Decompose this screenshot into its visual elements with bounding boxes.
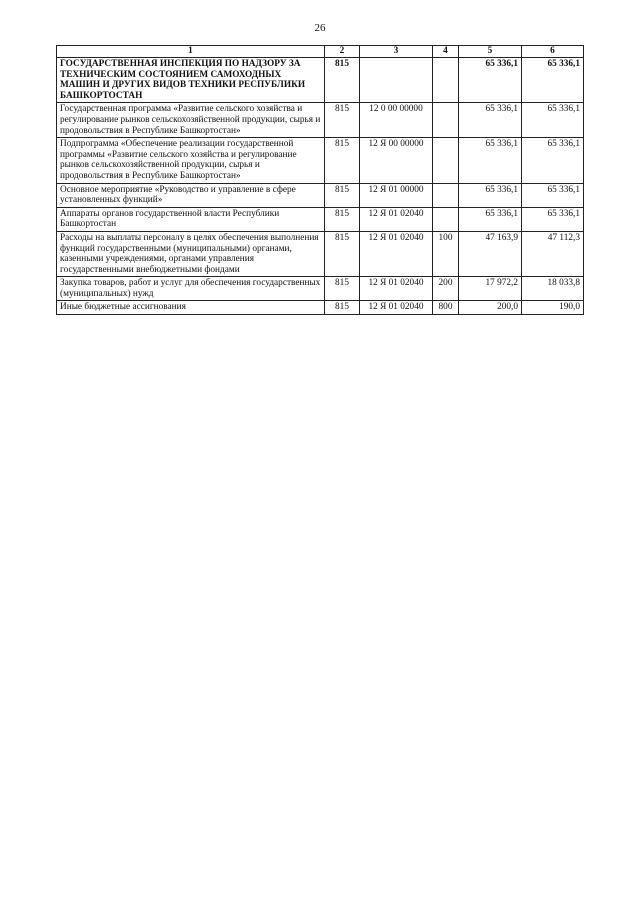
header-col-1: 1 bbox=[57, 46, 325, 58]
header-col-4: 4 bbox=[433, 46, 459, 58]
row-expense-type-cell: 800 bbox=[433, 301, 459, 315]
row-expense-type-cell bbox=[433, 58, 459, 103]
header-col-2: 2 bbox=[325, 46, 360, 58]
row-target-article-cell: 12 0 00 00000 bbox=[360, 103, 433, 138]
row-amount-col5-cell: 200,0 bbox=[459, 301, 522, 315]
row-target-article-cell: 12 Я 01 02040 bbox=[360, 277, 433, 301]
table-row bbox=[57, 277, 584, 301]
row-target-article-cell: 12 Я 01 02040 bbox=[360, 231, 433, 276]
header-col-3: 3 bbox=[360, 46, 433, 58]
table-header bbox=[57, 46, 584, 58]
row-admin-code-cell: 815 bbox=[325, 103, 360, 138]
row-name-cell: Закупка товаров, работ и услуг для обеспечения государственных (муниципальных) нужд bbox=[57, 277, 325, 301]
row-expense-type-cell: 100 bbox=[433, 231, 459, 276]
table-body bbox=[57, 58, 584, 315]
row-expense-type-cell: 200 bbox=[433, 277, 459, 301]
table-row bbox=[57, 207, 584, 231]
row-amount-col5-cell: 65 336,1 bbox=[459, 183, 522, 207]
row-name-cell: Подпрограмма «Обеспечение реализации государственной программы «Развитие сельского хозяйства и регулирование рынков сельскохозяйственной продукции, сырья и продовольствия в Республике Башкортостан» bbox=[57, 138, 325, 183]
row-amount-col5-cell: 65 336,1 bbox=[459, 58, 522, 103]
row-name-cell: Расходы на выплаты персоналу в целях обеспечения выполнения функций государственными (муниципальными) органами, казенными учреждениями, органами управления государственными внебюджетными фондами bbox=[57, 231, 325, 276]
page-number: 26 bbox=[314, 22, 326, 34]
table-row bbox=[57, 183, 584, 207]
row-target-article-cell: 12 Я 01 02040 bbox=[360, 207, 433, 231]
header-col-6: 6 bbox=[522, 46, 584, 58]
row-expense-type-cell bbox=[433, 103, 459, 138]
row-amount-col6-cell: 190,0 bbox=[522, 301, 584, 315]
row-admin-code-cell: 815 bbox=[325, 58, 360, 103]
row-target-article-cell: 12 Я 01 02040 bbox=[360, 301, 433, 315]
row-name-cell: Иные бюджетные ассигнования bbox=[57, 301, 325, 315]
table-row bbox=[57, 103, 584, 138]
row-admin-code-cell: 815 bbox=[325, 277, 360, 301]
table-row bbox=[57, 301, 584, 315]
row-target-article-cell: 12 Я 01 00000 bbox=[360, 183, 433, 207]
row-target-article-cell bbox=[360, 58, 433, 103]
row-expense-type-cell bbox=[433, 183, 459, 207]
budget-table bbox=[56, 45, 584, 315]
row-admin-code-cell: 815 bbox=[325, 301, 360, 315]
table-row bbox=[57, 231, 584, 276]
row-admin-code-cell: 815 bbox=[325, 183, 360, 207]
row-amount-col5-cell: 65 336,1 bbox=[459, 207, 522, 231]
table-row bbox=[57, 138, 584, 183]
row-target-article-cell: 12 Я 00 00000 bbox=[360, 138, 433, 183]
row-admin-code-cell: 815 bbox=[325, 138, 360, 183]
row-amount-col6-cell: 65 336,1 bbox=[522, 207, 584, 231]
row-amount-col6-cell: 18 033,8 bbox=[522, 277, 584, 301]
row-expense-type-cell bbox=[433, 207, 459, 231]
row-amount-col6-cell: 47 112,3 bbox=[522, 231, 584, 276]
header-row bbox=[57, 46, 584, 58]
row-amount-col6-cell: 65 336,1 bbox=[522, 183, 584, 207]
table-row bbox=[57, 58, 584, 103]
row-admin-code-cell: 815 bbox=[325, 231, 360, 276]
row-name-cell: Государственная программа «Развитие сельского хозяйства и регулирование рынков сельскохозяйственной продукции, сырья и продовольствия в Республике Башкортостан» bbox=[57, 103, 325, 138]
row-amount-col6-cell: 65 336,1 bbox=[522, 103, 584, 138]
row-amount-col5-cell: 65 336,1 bbox=[459, 138, 522, 183]
header-col-5: 5 bbox=[459, 46, 522, 58]
row-amount-col5-cell: 65 336,1 bbox=[459, 103, 522, 138]
row-name-cell: Аппараты органов государственной власти Республики Башкортостан bbox=[57, 207, 325, 231]
row-amount-col6-cell: 65 336,1 bbox=[522, 138, 584, 183]
row-amount-col5-cell: 47 163,9 bbox=[459, 231, 522, 276]
row-amount-col5-cell: 17 972,2 bbox=[459, 277, 522, 301]
row-name-cell: Основное мероприятие «Руководство и управление в сфере установленных функций» bbox=[57, 183, 325, 207]
row-amount-col6-cell: 65 336,1 bbox=[522, 58, 584, 103]
row-admin-code-cell: 815 bbox=[325, 207, 360, 231]
row-name-cell: ГОСУДАРСТВЕННАЯ ИНСПЕКЦИЯ ПО НАДЗОРУ ЗА ТЕХНИЧЕСКИМ СОСТОЯНИЕМ САМОХОДНЫХ МАШИН И ДРУГИХ ВИДОВ ТЕХНИКИ РЕСПУБЛИКИ БАШКОРТОСТАН bbox=[57, 58, 325, 103]
row-expense-type-cell bbox=[433, 138, 459, 183]
